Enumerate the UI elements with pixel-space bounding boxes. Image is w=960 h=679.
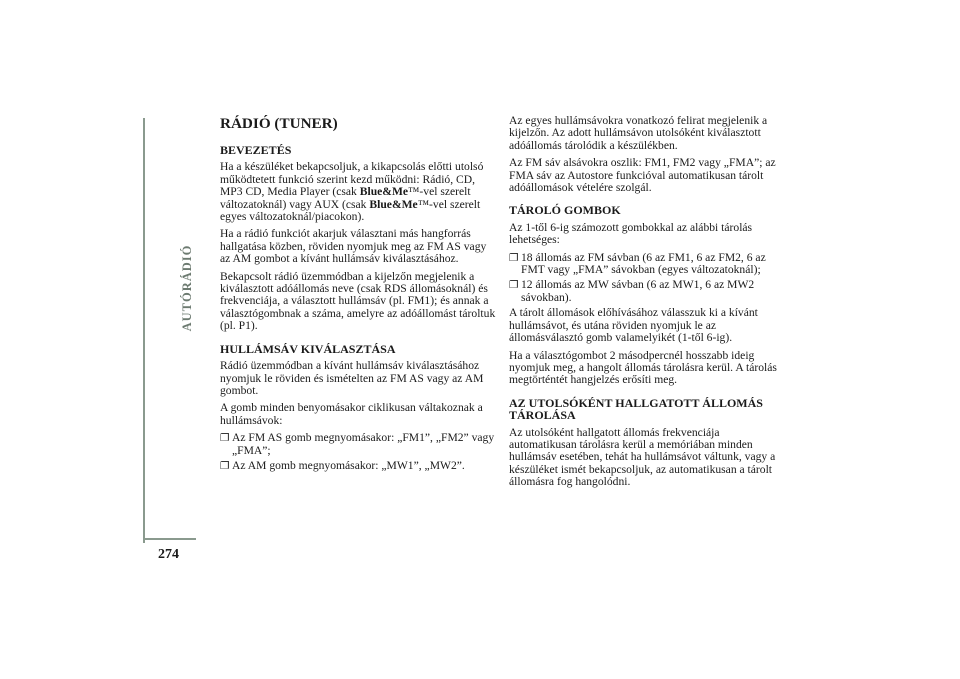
intro-paragraph	[220, 161, 498, 223]
list-item	[509, 279, 787, 304]
sidebar-rule	[143, 118, 145, 543]
paragraph: A gomb minden benyomásakor ciklikusan váltakoznak a hullámsávok:	[220, 401, 483, 427]
checkbox-bullet-icon: ❐	[509, 279, 519, 292]
paragraph: Az utolsóként hallgatott állomás frekvenciája automatikusan tárolásra kerül a memóriában minden hullámsáv esetében, tehát ha hullámsávot váltunk, vagy a készüléket ismét bekapcsoljuk, az automatikusan a tárolt állomásra fog hangolódni.	[509, 425, 776, 489]
list-item-text: Az AM gomb megnyomásakor: „MW1”, „MW2”.	[232, 458, 465, 472]
right-column	[509, 115, 787, 494]
checkbox-bullet-icon: ❐	[220, 459, 230, 472]
sidebar-bottom-rule	[143, 538, 196, 540]
checkbox-bullet-icon: ❐	[509, 251, 519, 264]
list-item	[509, 252, 787, 277]
paragraph: Az egyes hullámsávokra vonatkozó felirat megjelenik a kijelzőn. Az adott hullámsávon utolsóként kiválasztott adóállomás tárolódik a készülékben.	[509, 114, 768, 152]
intro-text-b: ™-vel szerelt változatoknál) vagy AUX (csak	[220, 185, 471, 211]
page-number: 274	[158, 547, 179, 562]
heading-intro: BEVEZETÉS	[220, 143, 292, 157]
heading-band-select: HULLÁMSÁV KIVÁLASZTÁSA	[220, 341, 396, 356]
intro-text-c: ™-vel szerelt egyes változatoknál/piacokon).	[220, 197, 481, 224]
heading-last-station: AZ UTOLSÓKÉNT HALLGATOTT ÁLLOMÁS TÁROLÁSA	[509, 395, 763, 423]
page-title: RÁDIÓ (TUNER)	[220, 115, 338, 132]
intro-text-a: Ha a készüléket bekapcsoljuk, a kikapcsolás előtti utolsó működtetett funkció szerint kezd működni: Rádió, CD, MP3 CD, Media Player (csak	[220, 160, 484, 199]
list-item	[220, 460, 498, 472]
paragraph: Az 1-től 6-ig számozott gombokkal az alábbi tárolás lehetséges:	[509, 220, 753, 247]
list-item-text: 12 állomás az MW sávban (6 az MW1, 6 az MW2 sávokban).	[521, 278, 755, 304]
paragraph: Ha a választógombot 2 másodpercnél hosszabb ideig nyomjuk meg, a hangolt állomás tárolásra kerül. A tárolás megtörténtét hangjelzés erősíti meg.	[509, 348, 777, 387]
heading-preset-buttons: TÁROLÓ GOMBOK	[509, 203, 621, 218]
list-item	[220, 432, 498, 457]
checkbox-bullet-icon: ❐	[220, 432, 230, 445]
paragraph: Bekapcsolt rádió üzemmódban a kijelzőn megjelenik a kiválasztott adóállomás neve (csak RDS állomásoknál) és frekvenciája, a választott hullámsáv (pl. FM1); és annak a választógombnak a száma, amelyre az adóállomást tároltuk (pl. P1).	[220, 269, 496, 333]
paragraph: A tárolt állomások előhívásához válasszuk ki a kívánt hullámsávot, és utána röviden nyomjuk le az állomásválasztó gomb valamelyikét (1-től 6-ig).	[509, 306, 758, 345]
paragraph: Rádió üzemmódban a kívánt hullámsáv kiválasztásához nyomjuk le röviden és ismételten az FM AS vagy az AM gombot.	[220, 359, 484, 397]
section-label: AUTÓRÁDIÓ	[180, 244, 194, 332]
left-column	[220, 115, 498, 475]
paragraph: Ha a rádió funkciót akarjuk választani más hangforrás hallgatása közben, röviden nyomjuk meg az FM AS vagy az AM gombot a kívánt hullámsáv kiválasztásához.	[220, 227, 487, 266]
brand-name: Blue&Me	[359, 185, 409, 199]
brand-name: Blue&Me	[369, 197, 418, 211]
paragraph: Az FM sáv alsávokra oszlik: FM1, FM2 vagy „FMA”; az FMA sáv az Autostore funkcióval automatikusan tárolt adóállomások vételére szolgál.	[509, 156, 776, 195]
list-item-text: 18 állomás az FM sávban (6 az FM1, 6 az FM2, 6 az FMT vagy „FMA” sávokban (egyes változatoknál);	[521, 250, 766, 277]
list-item-text: Az FM AS gomb megnyomásakor: „FM1”, „FM2” vagy „FMA”;	[232, 431, 495, 457]
